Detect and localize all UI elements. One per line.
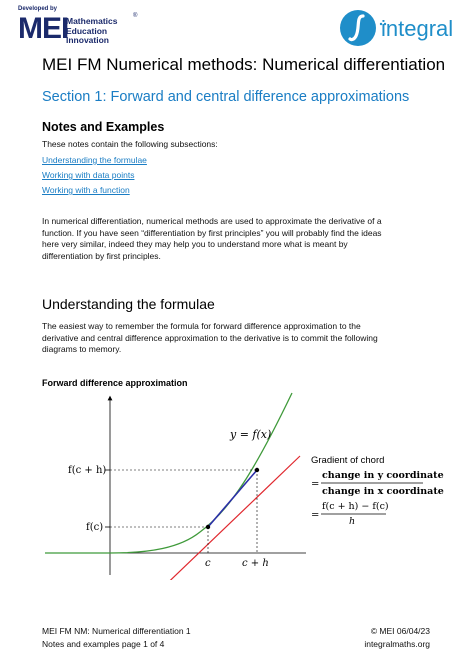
link-working-function[interactable]: Working with a function	[42, 185, 130, 195]
footer-doc-name: MEI FM NM: Numerical differentiation 1	[42, 626, 191, 636]
label-ch: c + h	[242, 558, 269, 569]
figure-title: Forward difference approximation	[42, 378, 188, 388]
link-working-data-points[interactable]: Working with data points	[42, 170, 135, 180]
intro-text: These notes contain the following subsections:	[42, 139, 218, 149]
paragraph-line: The easiest way to remember the formula for forward difference approximation to the	[42, 321, 361, 331]
integral-brand-text: integral	[381, 16, 454, 41]
paragraph-line: here very similar, indeed they may help you to understand more what is meant by	[42, 239, 348, 249]
tangent-line	[154, 456, 300, 580]
paragraph-intro	[42, 216, 442, 262]
page-title: MEI FM Numerical methods: Numerical differentiation	[42, 55, 446, 74]
footer-right	[364, 625, 430, 651]
integral-logo-icon	[338, 8, 378, 48]
mei-logo-line3: Innovation	[66, 35, 109, 45]
developed-by-label: Developed by	[18, 6, 58, 12]
label-c: c	[205, 558, 211, 569]
section-title: Section 1: Forward and central difference approximations	[42, 89, 410, 105]
mei-logo-words	[66, 17, 118, 46]
mei-logo-letters: MEI	[18, 12, 69, 45]
mei-logo-line2: Education	[66, 25, 108, 36]
registered-mark: ®	[133, 13, 138, 19]
footer-copyright: © MEI 06/04/23	[370, 626, 430, 636]
paragraph-formulae	[42, 321, 442, 356]
paragraph-line: function. If you have seen “differentiation by first principles” you will probably find the ideas	[42, 227, 382, 238]
point-ch	[255, 468, 259, 472]
footer-left	[42, 625, 191, 651]
label-fc: f(c)	[86, 522, 104, 533]
denominator-1: change in x coordinate	[322, 486, 444, 497]
curve-label: y = f(x)	[230, 428, 272, 441]
label-fch: f(c + h)	[68, 465, 107, 476]
numerator-1: change in y coordinate	[322, 470, 444, 481]
link-understanding-formulae[interactable]: Understanding the formulae	[42, 155, 147, 165]
equals-sign-2: =	[311, 510, 320, 521]
denominator-2: h	[349, 516, 356, 527]
point-c	[206, 525, 210, 529]
forward-difference-diagram	[0, 380, 474, 580]
equals-sign-1: =	[311, 479, 320, 490]
notes-heading: Notes and Examples	[42, 120, 165, 134]
subsection-heading: Understanding the formulae	[42, 296, 215, 312]
paragraph-line: differentiation by first principles.	[42, 250, 161, 261]
chord-line	[208, 470, 257, 527]
mei-logo-line1: Mathematics	[66, 16, 118, 26]
footer-page-number: Notes and examples page 1 of 4	[42, 639, 165, 649]
paragraph-line: diagrams to memory.	[42, 344, 122, 354]
numerator-2: f(c + h) − f(c)	[322, 501, 389, 512]
gradient-label: Gradient of chord	[311, 455, 385, 466]
footer-site: integralmaths.org	[364, 639, 430, 649]
paragraph-line: In numerical differentiation, numerical methods are used to approximate the derivative of a	[42, 216, 382, 226]
paragraph-line: derivative and central difference approximation to the derivative is to commit the following	[42, 332, 378, 343]
